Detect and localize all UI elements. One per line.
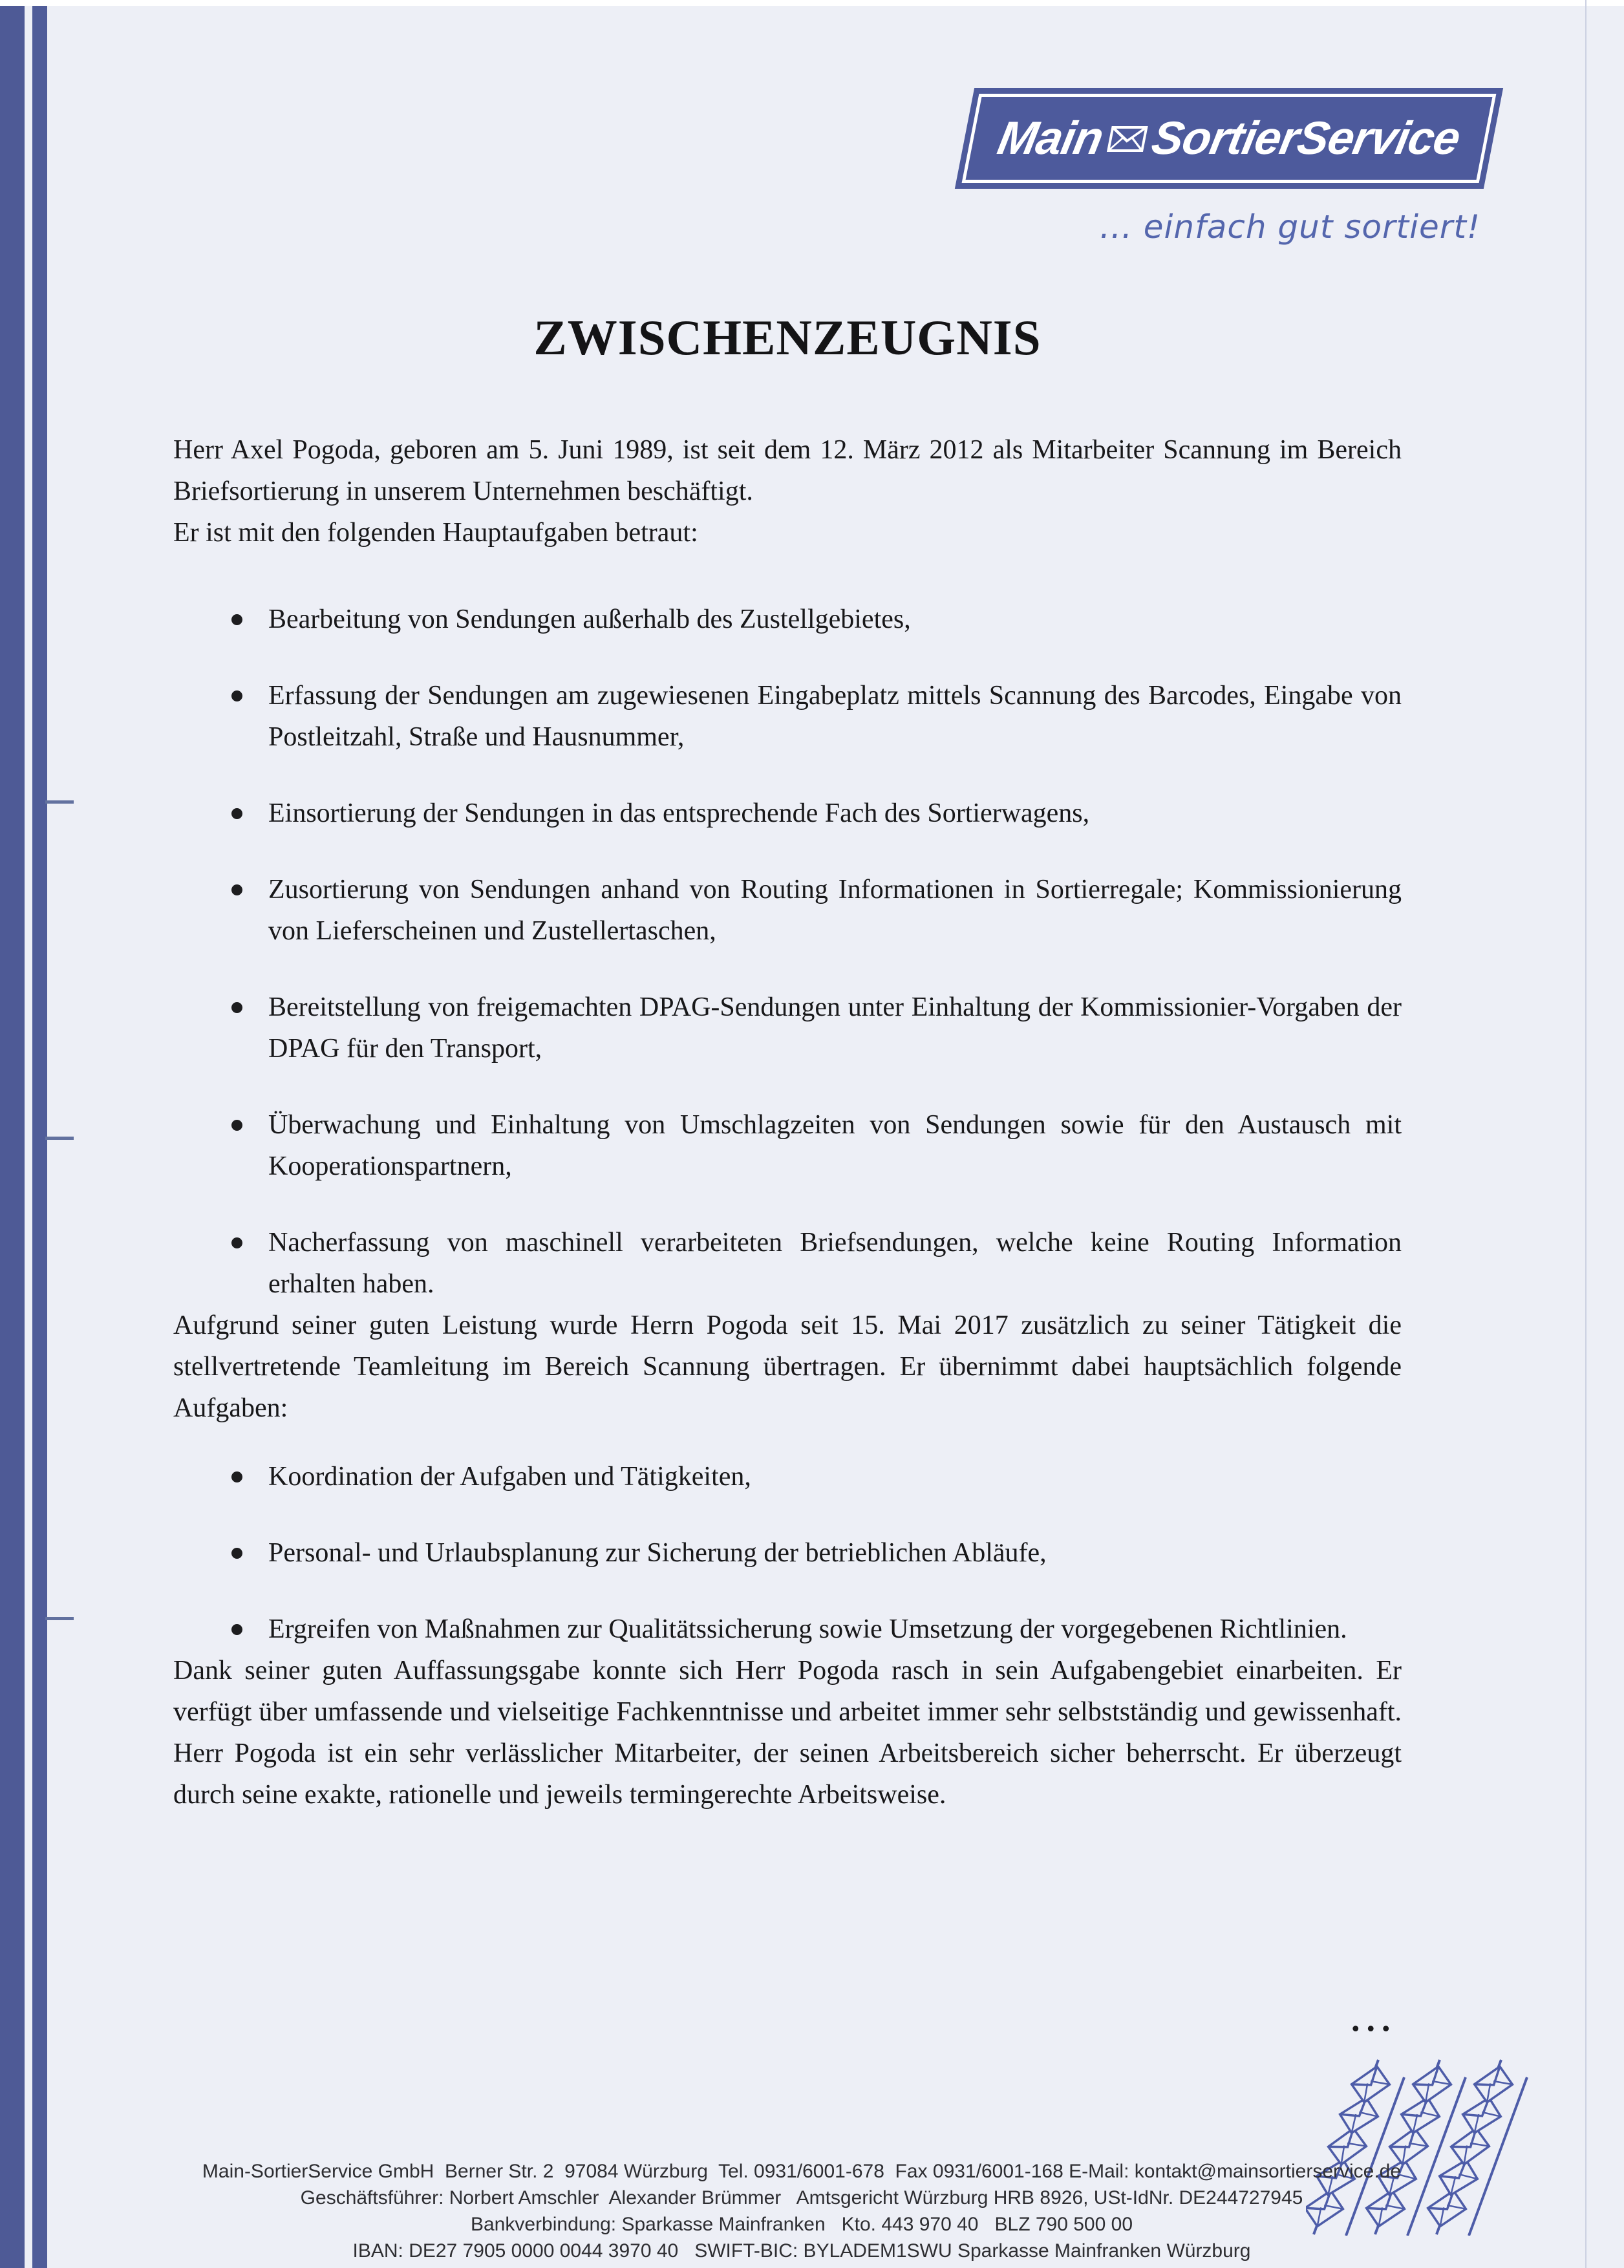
task-item: Bereitstellung von freigemachten DPAG-Sendungen unter Einhaltung der Kommissionier-Vorgaben der DPAG für den Transport,	[268, 987, 1402, 1069]
task-item: Erfassung der Sendungen am zugewiesenen Eingabeplatz mittels Scannung des Barcodes, Eingabe von Postleitzahl, Straße und Hausnummer,	[268, 675, 1402, 758]
task-item: Ergreifen von Maßnahmen zur Qualitätssicherung sowie Umsetzung der vorgegebenen Richtlinien.	[268, 1609, 1402, 1650]
envelope-icon	[1106, 125, 1149, 156]
footer-line-iban: IBAN: DE27 7905 0000 0044 3970 40 SWIFT-BIC: BYLADEM1SWU Sparkasse Mainfranken Würzburg	[352, 2240, 1251, 2262]
left-border-stripe-wide	[0, 0, 25, 2268]
task-item: Personal- und Urlaubsplanung zur Sicherung der betrieblichen Abläufe,	[268, 1532, 1402, 1574]
logo-brand-right: SortierService	[1148, 112, 1464, 164]
task-item: Koordination der Aufgaben und Tätigkeiten,	[268, 1456, 1402, 1497]
fold-mark	[45, 800, 74, 804]
logo-tagline: ... einfach gut sortiert!	[1100, 208, 1480, 246]
promotion-paragraph: Aufgrund seiner guten Leistung wurde Herrn Pogoda seit 15. Mai 2017 zusätzlich zu seiner Tätigkeit die stellvertretende Teamleitung im Bereich Scannung übertragen. Er übernimmt dabei hauptsächlich folgende Aufgaben:	[173, 1311, 1402, 1423]
left-border-stripe-thin	[32, 0, 47, 2268]
footer-line-management: Geschäftsführer: Norbert Amschler Alexander Brümmer Amtsgericht Würzburg HRB 8926, USt-IdNr. DE244727945	[300, 2187, 1303, 2209]
document-title: ZWISCHENZEUGNIS	[533, 310, 1042, 365]
task-item: Überwachung und Einhaltung von Umschlagzeiten von Sendungen sowie für den Austausch mit Kooperationspartnern,	[268, 1104, 1402, 1187]
tasks-heading: Er ist mit den folgenden Hauptaufgaben betraut:	[173, 518, 698, 548]
task-item: Bearbeitung von Sendungen außerhalb des Zustellgebietes,	[268, 599, 1402, 640]
right-scan-edge	[1585, 0, 1587, 2268]
task-item: Nacherfassung von maschinell verarbeiteten Briefsendungen, welche keine Routing Information erhalten haben.	[268, 1222, 1402, 1305]
footer-line-company: Main-SortierService GmbH Berner Str. 2 97084 Würzburg Tel. 0931/6001-678 Fax 0931/6001-168 E-Mail: kontakt@mainsortierservice.de	[202, 2161, 1402, 2182]
intro-paragraph: Herr Axel Pogoda, geboren am 5. Juni 1989, ist seit dem 12. März 2012 als Mitarbeiter Scannung im Bereich Briefsortierung in unserem Unternehmen beschäftigt.	[173, 435, 1402, 506]
company-logo-frame	[962, 94, 1497, 183]
logo-brand-left: Main	[994, 112, 1107, 164]
footer-line-bank: Bankverbindung: Sparkasse Mainfranken Kto. 443 970 40 BLZ 790 500 00	[470, 2214, 1133, 2235]
top-scan-edge	[0, 0, 1624, 6]
lead-task-list	[173, 1456, 1402, 1650]
closing-paragraph: Dank seiner guten Auffassungsgabe konnte sich Herr Pogoda rasch in sein Aufgabengebiet einarbeiten. Er verfügt über umfassende und vielseitige Fachkenntnisse und arbeitet immer sehr selbstständig und gewissenhaft. Herr Pogoda ist ein sehr verlässlicher Mitarbeiter, der seinen Arbeitsbereich sicher beherrscht. Er überzeugt durch seine exakte, rationelle und jeweils termingerechte Arbeitsweise.	[173, 1656, 1402, 1810]
footer	[0, 2158, 1603, 2264]
document-body	[173, 429, 1402, 1815]
company-logo	[955, 88, 1503, 189]
task-item: Einsortierung der Sendungen in das entsprechende Fach des Sortierwagens,	[268, 793, 1402, 834]
fold-mark	[45, 1617, 74, 1620]
main-task-list	[173, 599, 1402, 1305]
continuation-mark: ...	[1351, 2000, 1397, 2038]
task-item: Zusortierung von Sendungen anhand von Routing Informationen in Sortierregale; Kommissionierung von Lieferscheinen und Zustellertaschen,	[268, 869, 1402, 952]
fold-mark	[45, 1137, 74, 1140]
